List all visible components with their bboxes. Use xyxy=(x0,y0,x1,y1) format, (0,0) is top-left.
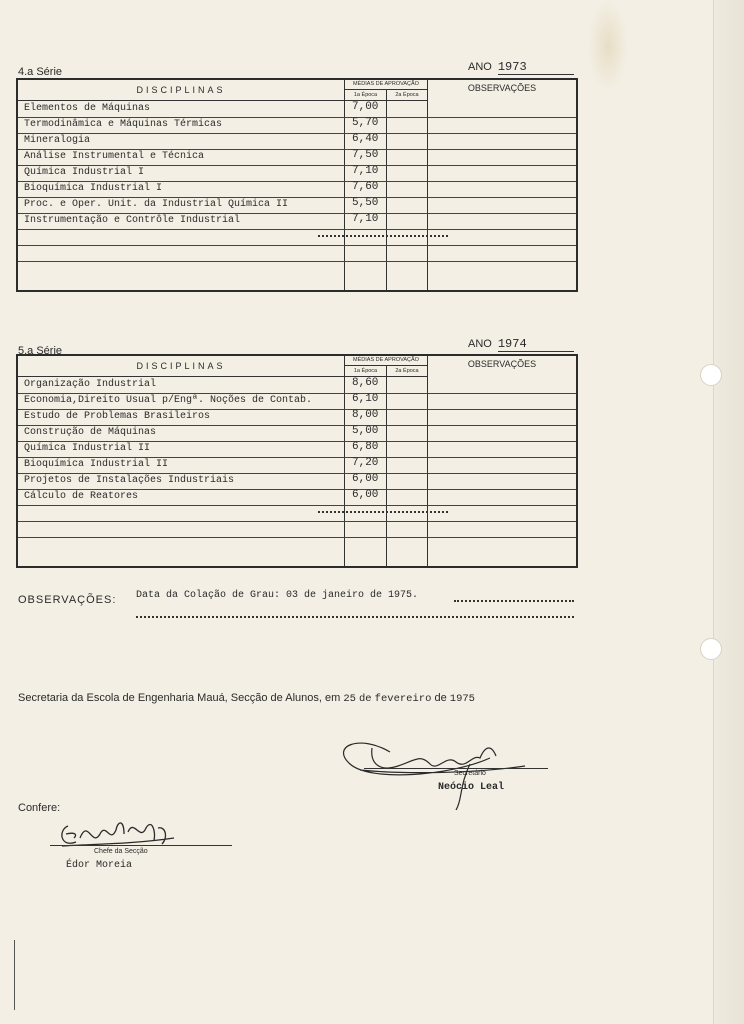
table-row xyxy=(18,425,576,442)
serie4-label: 4.a Série xyxy=(18,66,63,78)
serie4-ano-value: 1973 xyxy=(497,60,527,74)
disciplina-cell: Proc. e Oper. Unit. da Industrial Química II xyxy=(24,199,289,210)
table-row xyxy=(18,149,576,166)
table-row xyxy=(18,117,576,134)
disciplina-cell: Química Industrial I xyxy=(24,167,145,178)
table-row xyxy=(18,229,576,246)
table-row xyxy=(18,505,576,522)
table-row xyxy=(18,473,576,490)
nota-cell: 7,00 xyxy=(352,101,379,113)
header-observacoes: OBSERVAÇÕES xyxy=(467,83,537,93)
header-disciplinas: DISCIPLINAS xyxy=(18,80,345,101)
table-row xyxy=(18,521,576,538)
secretario-line xyxy=(364,768,548,769)
table-row xyxy=(18,245,576,262)
nota-cell: 6,10 xyxy=(352,393,379,405)
table-row xyxy=(18,393,576,410)
table-row xyxy=(18,197,576,214)
cancel-dash-line xyxy=(318,511,448,513)
secretario-name: Neócio Leal xyxy=(438,782,505,793)
disciplina-cell: Organização Industrial xyxy=(24,379,157,390)
nota-cell: 8,00 xyxy=(352,409,379,421)
observacoes-text: Data da Colação de Grau: 03 de janeiro de 1975. xyxy=(136,590,419,601)
secretaria-line xyxy=(18,692,475,705)
header-disciplinas: DISCIPLINAS xyxy=(18,356,345,377)
obs-dash-line-1 xyxy=(454,600,574,602)
observacoes-block xyxy=(18,590,419,608)
confere-label: Confere: xyxy=(18,802,61,814)
nota-cell: 7,10 xyxy=(352,165,379,177)
nota-cell: 6,00 xyxy=(352,473,379,485)
serie5-table xyxy=(16,354,578,568)
serie4-table xyxy=(16,78,578,292)
table-row xyxy=(18,181,576,198)
secretaria-month: fevereiro xyxy=(374,693,432,705)
serie5-ano-value: 1974 xyxy=(497,337,527,351)
header-epoca2: 2a Época xyxy=(387,366,428,377)
punch-hole-bottom xyxy=(700,638,722,660)
secretaria-de1: de xyxy=(359,693,372,705)
disciplina-cell: Economia,Direito Usual p/Engª. Noções de Contab. xyxy=(24,395,313,406)
header-medias: MÉDIAS DE APROVAÇÃO xyxy=(345,356,428,366)
header-epoca2: 2a Época xyxy=(387,90,428,101)
paper-edge xyxy=(713,0,744,1024)
table-row xyxy=(18,441,576,458)
disciplina-cell: Instrumentação e Contrôle Industrial xyxy=(24,215,241,226)
nota-cell: 7,20 xyxy=(352,457,379,469)
observacoes-label: OBSERVAÇÕES: xyxy=(18,594,117,606)
table-row xyxy=(18,537,576,553)
serie5-ano-line xyxy=(498,351,574,352)
nota-cell: 7,50 xyxy=(352,149,379,161)
margin-mark xyxy=(14,940,15,1010)
header-epoca1: 1a Época xyxy=(345,366,387,377)
header-epoca1: 1a Época xyxy=(345,90,387,101)
secretario-role: Secretário xyxy=(454,770,486,777)
disciplina-cell: Estudo de Problemas Brasileiros xyxy=(24,411,211,422)
table-row xyxy=(18,489,576,506)
table-row xyxy=(18,165,576,182)
secretaria-year: 1975 xyxy=(449,693,475,705)
serie5-label: 5.a Série xyxy=(18,345,63,357)
nota-cell: 6,00 xyxy=(352,489,379,501)
disciplina-cell: Bioquímica Industrial I xyxy=(24,183,163,194)
nota-cell: 7,60 xyxy=(352,181,379,193)
secretaria-de2: de xyxy=(434,692,447,704)
serie4-ano-label: ANO xyxy=(468,61,492,73)
serie4-ano xyxy=(468,60,527,74)
nota-cell: 5,70 xyxy=(352,117,379,129)
disciplina-cell: Química Industrial II xyxy=(24,443,151,454)
secretaria-text: Secretaria da Escola de Engenharia Mauá, Secção de Alunos, em xyxy=(18,692,341,704)
table-row xyxy=(18,261,576,277)
serie4-ano-line xyxy=(498,74,574,75)
nota-cell: 6,80 xyxy=(352,441,379,453)
table-row xyxy=(18,457,576,474)
disciplina-cell: Elementos de Máquinas xyxy=(24,103,151,114)
chefe-line xyxy=(50,845,232,846)
table-row xyxy=(18,133,576,150)
punch-hole-top xyxy=(700,364,722,386)
nota-cell: 6,40 xyxy=(352,133,379,145)
nota-cell: 5,00 xyxy=(352,425,379,437)
secretaria-day: 25 xyxy=(343,693,356,705)
cancel-dash-line xyxy=(318,235,448,237)
disciplina-cell: Termodinâmica e Máquinas Térmicas xyxy=(24,119,223,130)
disciplina-cell: Projetos de Instalações Industriais xyxy=(24,475,235,486)
paper-stain xyxy=(588,0,628,92)
chefe-role: Chefe da Secção xyxy=(94,848,148,855)
header-observacoes: OBSERVAÇÕES xyxy=(467,359,537,369)
serie5-ano-label: ANO xyxy=(468,338,492,350)
table-row xyxy=(18,101,576,118)
serie5-ano xyxy=(468,337,527,351)
nota-cell: 7,10 xyxy=(352,213,379,225)
disciplina-cell: Bioquímica Industrial II xyxy=(24,459,169,470)
table-row xyxy=(18,213,576,230)
disciplina-cell: Mineralogia xyxy=(24,135,91,146)
disciplina-cell: Cálculo de Reatores xyxy=(24,491,139,502)
nota-cell: 8,60 xyxy=(352,377,379,389)
header-medias: MÉDIAS DE APROVAÇÃO xyxy=(345,80,428,90)
secretario-signature xyxy=(320,724,540,814)
obs-dash-line-2 xyxy=(136,616,574,618)
table-row xyxy=(18,409,576,426)
disciplina-cell: Análise Instrumental e Técnica xyxy=(24,151,205,162)
chefe-name: Édor Moreia xyxy=(66,860,133,871)
table-row xyxy=(18,377,576,394)
nota-cell: 5,50 xyxy=(352,197,379,209)
disciplina-cell: Construção de Máquinas xyxy=(24,427,157,438)
